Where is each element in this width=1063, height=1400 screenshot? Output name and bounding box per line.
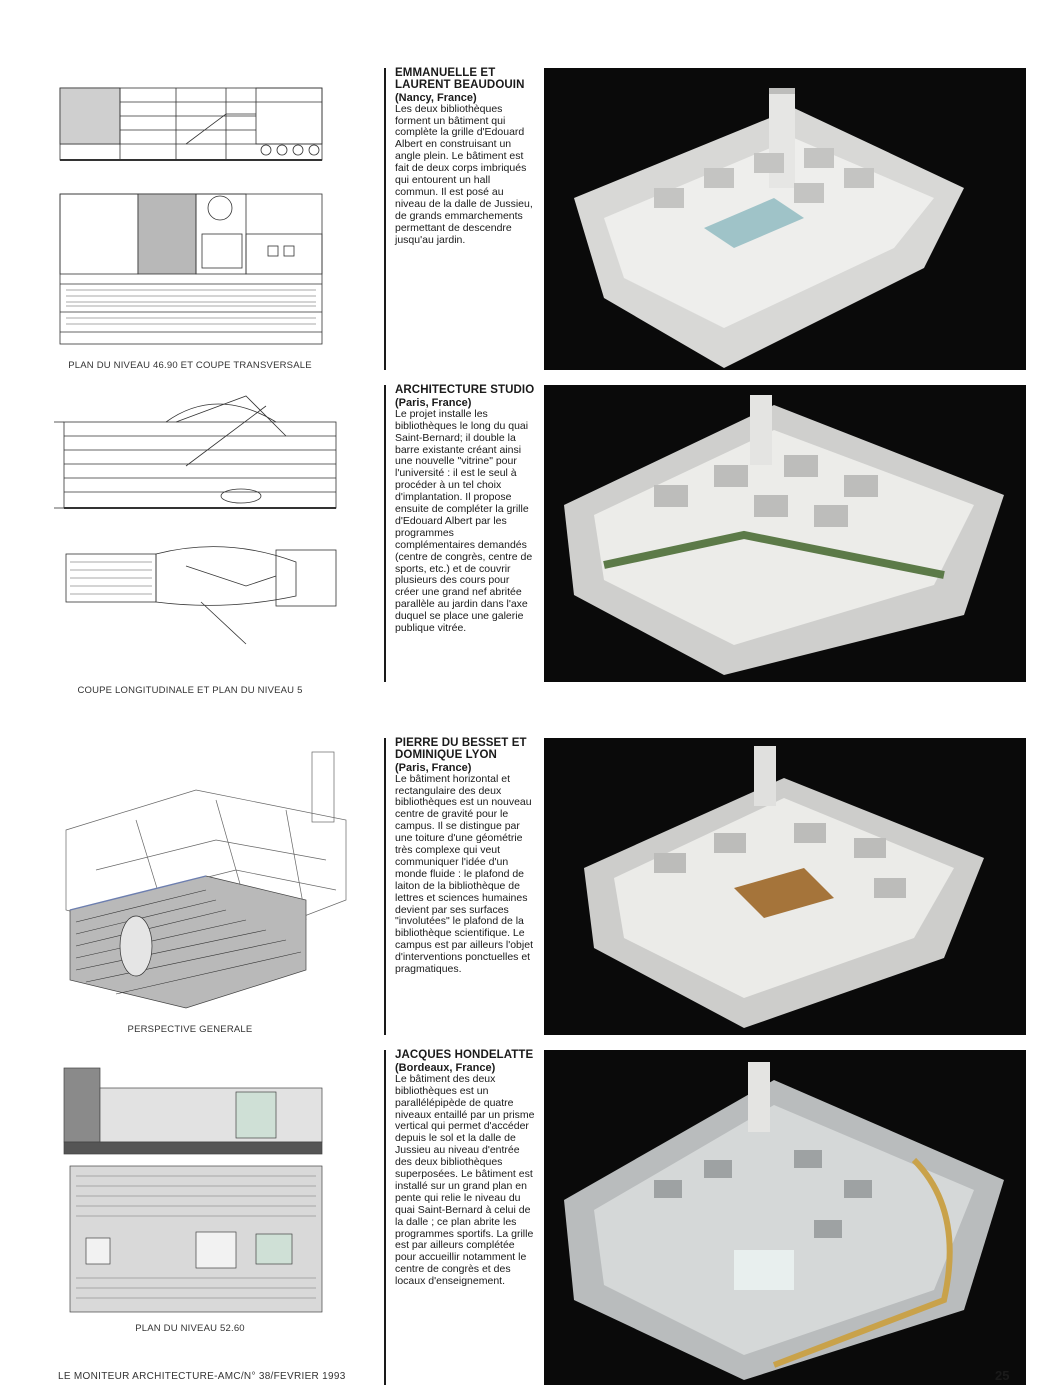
elevation-plan-svg — [56, 1062, 334, 1316]
caption-drawing-1: PLAN DU NIVEAU 46.90 ET COUPE TRANSVERSALE — [68, 360, 312, 371]
project-3-text — [395, 738, 535, 976]
caption-drawing-4: PLAN DU NIVEAU 52.60 — [135, 1323, 245, 1334]
project-2-location: (Paris, France) — [395, 396, 472, 409]
drawing-perspective — [56, 750, 348, 1014]
model-photo-4-svg — [544, 1050, 1026, 1385]
project-4-name: JACQUES HONDELATTE — [395, 1049, 534, 1061]
footer-publication: LE MONITEUR ARCHITECTURE-AMC/N° 38/FEVRIER 1993 — [58, 1371, 346, 1382]
model-photo-1 — [544, 68, 1026, 370]
drawing-section-plan-2 — [46, 386, 342, 676]
section-plan-1-svg — [56, 84, 326, 350]
page-number: 25 — [995, 1368, 1010, 1383]
project-4-text — [395, 1050, 535, 1288]
model-photo-3 — [544, 738, 1026, 1035]
project-4-body: Le bâtiment des deux bibliothèques est un parallélépipède de quatre niveaux entaillé par un prisme vertical qui permet d'accéder depuis le sol et la dalle de Jussieu au niveau d'entrée des deux bibliothèques superposées. Le bâtiment est installé sur un grand plan en pente qui relie le niveau du quai Saint-Bernard à celui de la dalle ; ce plan abrite les programmes sportifs. La grille est par ailleurs complétée pour accueillir notamment le centre de congrès et des locaux d'enseignement. — [395, 1072, 535, 1288]
caption-drawing-2: COUPE LONGITUDINALE ET PLAN DU NIVEAU 5 — [77, 685, 303, 696]
project-1-name: EMMANUELLE ET LAURENT BEAUDOUIN — [395, 67, 525, 91]
column-rule-3 — [384, 738, 386, 1035]
drawing-section-plan-1 — [56, 84, 326, 350]
project-2-name: ARCHITECTURE STUDIO — [395, 384, 535, 396]
perspective-svg — [56, 750, 348, 1014]
project-2-body: Le projet installe les bibliothèques le long du quai Saint-Bernard; il double la barre existante créant ainsi une nouvelle "vitrine" pour l'université : il est le seul à procéder à un tel choix d'implantation. Il propose ensuite de compléter la grille d'Edouard Albert par les programmes complémentaires demandés (centre de congrès, centre de sports, etc.) et de couvrir plusieurs des cours pour créer une grand nef abritée parallèle au jardin dans l'axe duquel se place une galerie publique vitrée. — [395, 407, 533, 635]
drawing-elevation-plan — [56, 1062, 334, 1316]
section-plan-2-svg — [46, 386, 342, 676]
column-rule-1 — [384, 68, 386, 370]
project-2-text — [395, 385, 535, 635]
project-1-text — [395, 68, 535, 246]
column-rule-4 — [384, 1050, 386, 1385]
model-photo-3-svg — [544, 738, 1026, 1035]
project-3-body: Le bâtiment horizontal et rectangulaire des deux bibliothèques est un nouveau centre de gravité pour le campus. Il se distingue par une toiture d'une géométrie très complexe qui veut communiquer l'idée d'un monde fluide : le plafond de laiton de la bibliothèque de lettres et sciences humaines devient par ses surfaces "involutées" le plafond de la bibliothèque scientifique. Le campus est par ailleurs l'objet d'interventions ponctuelles et pragmatiques. — [395, 772, 533, 976]
project-3-location: (Paris, France) — [395, 761, 472, 774]
project-1-body: Les deux bibliothèques forment un bâtiment qui complète la grille d'Edouard Albert en construisant un angle plein. Le bâtiment est fait de deux corps imbriqués qui entourent un hall commun. Il est posé au niveau de la dalle de Jussieu, de grands emmarchements permettant de descendre jusqu'au jardin. — [395, 102, 533, 246]
project-3-name: PIERRE DU BESSET ET DOMINIQUE LYON — [395, 737, 527, 761]
project-1-location: (Nancy, France) — [395, 91, 477, 104]
project-4-location: (Bordeaux, France) — [395, 1061, 496, 1074]
model-photo-2 — [544, 385, 1026, 682]
column-rule-2 — [384, 385, 386, 682]
model-photo-2-svg — [544, 385, 1026, 682]
caption-drawing-3: PERSPECTIVE GENERALE — [127, 1024, 253, 1035]
model-photo-1-svg — [544, 68, 1026, 370]
model-photo-4 — [544, 1050, 1026, 1385]
